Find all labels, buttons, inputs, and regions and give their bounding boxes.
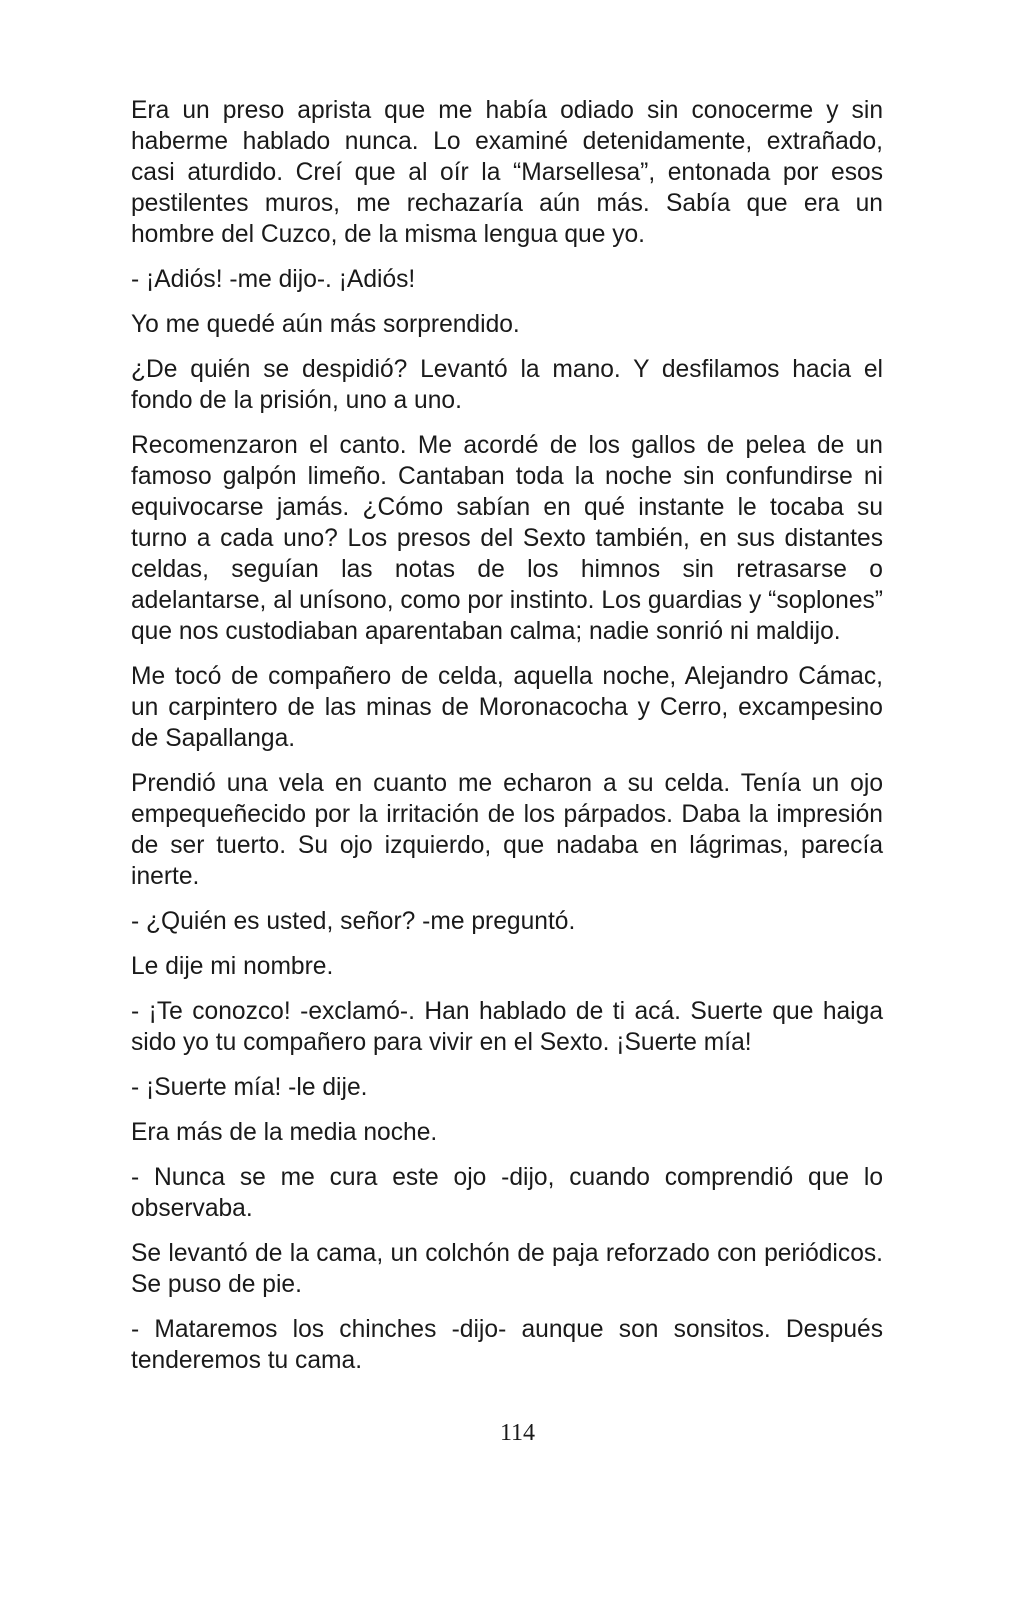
page-body-text <box>131 95 883 1390</box>
paragraph-12: Era más de la media noche. <box>131 1119 438 1146</box>
paragraph-1: Era un preso aprista que me había odiado sin conocerme y sin haberme hablado nunca. Lo examiné detenidamente, extrañado, casi aturdido. Creí que al oír la “Marsellesa”, entonada por esos pestilentes muros, me rechazaría aún más. Sabía que era un hombre del Cuzco, de la misma lengua que yo. <box>131 97 883 248</box>
paragraph-14: Se levantó de la cama, un colchón de paja reforzado con periódicos. Se puso de pie. <box>131 1240 883 1298</box>
paragraph-4: ¿De quién se despidió? Levantó la mano. Y desfilamos hacia el fondo de la prisión, uno a uno. <box>131 356 883 414</box>
paragraph-13: - Nunca se me cura este ojo -dijo, cuando comprendió que lo observaba. <box>131 1164 883 1222</box>
paragraph-3: Yo me quedé aún más sorprendido. <box>131 311 520 338</box>
paragraph-7: Prendió una vela en cuanto me echaron a su celda. Tenía un ojo empequeñecido por la irritación de los párpados. Daba la impresión de ser tuerto. Su ojo izquierdo, que nadaba en lágrimas, parecía inerte. <box>131 770 883 890</box>
paragraph-2: - ¡Adiós! -me dijo-. ¡Adiós! <box>131 266 416 293</box>
page-number: 114 <box>499 1420 536 1446</box>
paragraph-10: - ¡Te conozco! -exclamó-. Han hablado de ti acá. Suerte que haiga sido yo tu compañero para vivir en el Sexto. ¡Suerte mía! <box>131 998 883 1056</box>
paragraph-11: - ¡Suerte mía! -le dije. <box>131 1074 368 1101</box>
paragraph-9: Le dije mi nombre. <box>131 953 334 980</box>
paragraph-15: - Mataremos los chinches -dijo- aunque son sonsitos. Después tenderemos tu cama. <box>131 1316 883 1374</box>
paragraph-5: Recomenzaron el canto. Me acordé de los gallos de pelea de un famoso galpón limeño. Cantaban toda la noche sin confundirse ni equivocarse jamás. ¿Cómo sabían en qué instante le tocaba su turno a cada uno? Los presos del Sexto también, en sus distantes celdas, seguían las notas de los himnos sin retrasarse o adelantarse, al unísono, como por instinto. Los guardias y “soplones” que nos custodiaban aparentaban calma; nadie sonrió ni maldijo. <box>131 432 883 645</box>
paragraph-6: Me tocó de compañero de celda, aquella noche, Alejandro Cámac, un carpintero de las minas de Moronacocha y Cerro, excampesino de Sapallanga. <box>131 663 883 752</box>
paragraph-8: - ¿Quién es usted, señor? -me preguntó. <box>131 908 576 935</box>
